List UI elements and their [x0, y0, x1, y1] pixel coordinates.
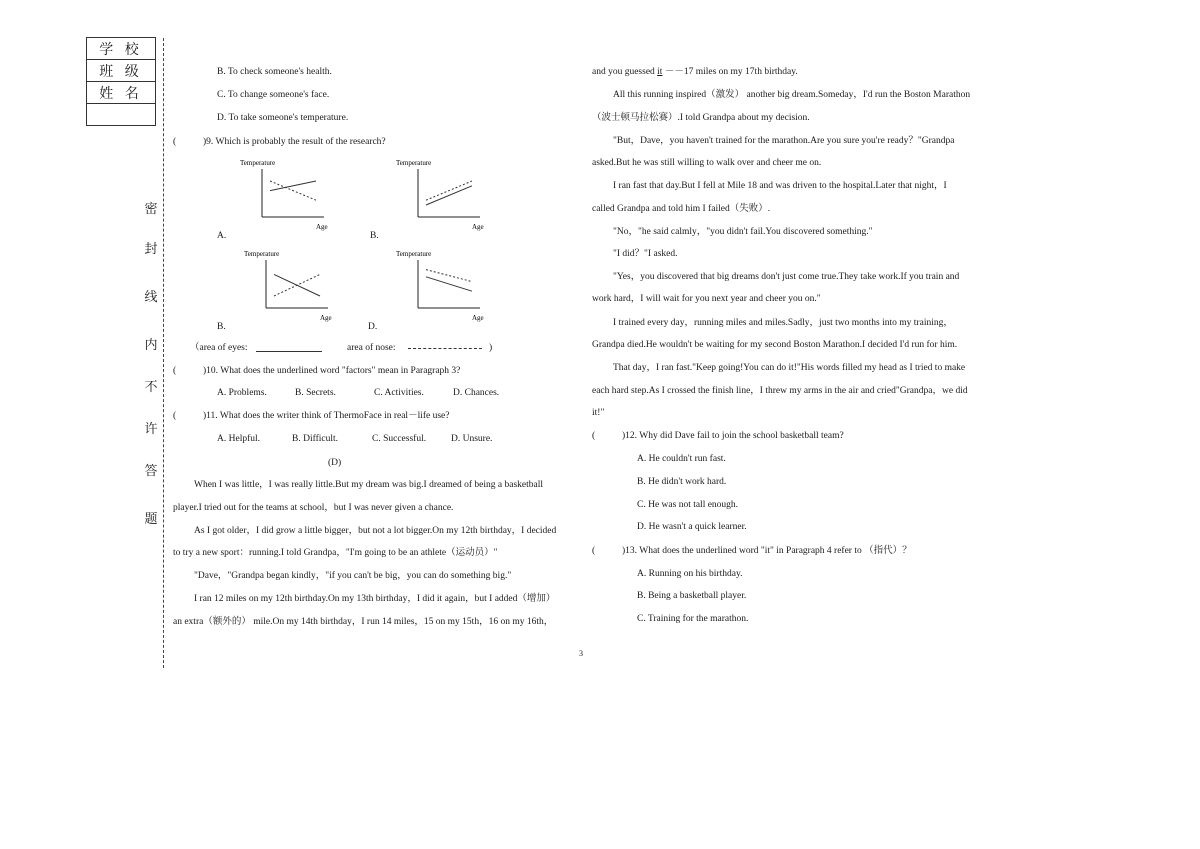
- q13-option: C. Training for the marathon.: [637, 614, 749, 624]
- passage-line: work hard，I will wait for you next year and cheer you on.": [592, 294, 821, 304]
- passage-line: When I was little，I was really little.But my dream was big.I dreamed of being a basketball: [194, 480, 544, 490]
- area-note-close: ): [489, 343, 493, 353]
- area-nose-blank[interactable]: [408, 348, 482, 349]
- class-label: 班 级: [87, 60, 156, 82]
- q12-question: )12. Why did Dave fail to join the school basketball team?: [622, 431, 844, 441]
- q10-answer-paren[interactable]: (: [173, 366, 177, 376]
- series-line-solid: [270, 181, 316, 191]
- underlined-it: it: [657, 67, 663, 77]
- seal-char: 答: [144, 463, 158, 478]
- area-eyes-label: （area of eyes:: [190, 343, 248, 353]
- q9-option-letter: B.: [217, 322, 226, 332]
- page-number: 3: [579, 649, 583, 658]
- passage-line-first: [592, 66, 798, 78]
- passage-line: it!": [592, 408, 605, 418]
- passage-line: I ran 12 miles on my 12th birthday.On my 13th birthday，I did it again，but I added（增加）: [194, 594, 556, 604]
- q12-option: B. He didn't work hard.: [637, 477, 727, 487]
- seal-char: 题: [144, 511, 158, 526]
- passage-line: "But，Dave，you haven't trained for the marathon.Are you sure you're ready？"Grandpa: [613, 136, 955, 146]
- q13-option: B. Being a basketball player.: [637, 591, 747, 601]
- passage-line: an extra（额外的） mile.On my 14th birthday，I run 14 miles，15 on my 15th，16 on my 16th，: [173, 617, 554, 627]
- passage-text: －－17 miles on my 17th birthday.: [664, 67, 798, 77]
- passage-line: I trained every day，running miles and miles.Sadly，just two months into my training，: [613, 318, 953, 328]
- name-label: 姓 名: [87, 82, 156, 104]
- series-line-dashed: [426, 270, 472, 282]
- q10-option: C. Activities.: [374, 388, 424, 398]
- series-line-solid: [426, 277, 472, 291]
- q10-option: D. Chances.: [453, 388, 500, 398]
- passage-line: to try a new sport：running.I told Grandpa，"I'm going to be an athlete（运动员）": [173, 548, 498, 558]
- q9-chart-a: [236, 155, 336, 235]
- q13-answer-paren[interactable]: (: [592, 546, 596, 556]
- q12-option: C. He was not tall enough.: [637, 500, 739, 510]
- seal-char: 线: [144, 289, 158, 304]
- q9-question: )9. Which is probably the result of the research?: [203, 137, 386, 147]
- area-eyes-blank[interactable]: [256, 351, 322, 352]
- q9-option-letter: A.: [217, 231, 227, 241]
- seal-char: 封: [144, 241, 158, 256]
- passage-line: asked.But he was still willing to walk over and cheer me on.: [592, 158, 822, 168]
- y-axis-label: Temperature: [396, 159, 432, 167]
- q9-chart-a-svg: [236, 155, 336, 235]
- q8-option-c: C. To change someone's face.: [217, 90, 330, 100]
- y-axis-label: Temperature: [244, 250, 280, 258]
- series-line-dashed: [426, 181, 472, 200]
- seal-char: 不: [144, 379, 158, 394]
- q9-chart-d-svg: [392, 246, 492, 326]
- q12-answer-paren[interactable]: (: [592, 431, 596, 441]
- passage-line: Grandpa died.He wouldn't be waiting for my second Boston Marathon.I decided I'd run for him.: [592, 340, 958, 350]
- q11-option: B. Difficult.: [292, 434, 339, 444]
- passage-line: each hard step.As I crossed the finish line，I threw my arms in the air and cried"Grandpa，we did: [592, 386, 968, 396]
- seal-char: 内: [144, 337, 158, 352]
- passage-text: and you guessed: [592, 67, 655, 77]
- y-axis-label: Temperature: [240, 159, 276, 167]
- q10-question: )10. What does the underlined word "factors" mean in Paragraph 3?: [203, 366, 461, 376]
- q11-answer-paren[interactable]: (: [173, 411, 177, 421]
- q9-option-letter: D.: [368, 322, 378, 332]
- q9-chart-b: [392, 155, 492, 235]
- student-info-table: [86, 37, 156, 126]
- q13-question: )13. What does the underlined word "it" in Paragraph 4 refer to （指代）？: [622, 546, 912, 556]
- q12-option: A. He couldn't run fast.: [637, 454, 726, 464]
- q9-chart-d: [392, 246, 492, 326]
- passage-line: "No，"he said calmly，"you didn't fail.You discovered something.": [613, 227, 873, 237]
- q8-option-b: B. To check someone's health.: [217, 67, 332, 77]
- x-axis-label: Age: [316, 223, 328, 231]
- area-nose-label: area of nose:: [347, 343, 396, 353]
- seal-char: 密: [144, 201, 158, 216]
- q9-chart-b-svg: [392, 155, 492, 235]
- passage-line: called Grandpa and told him I failed（失败）.: [592, 204, 771, 214]
- q10-option: A. Problems.: [217, 388, 267, 398]
- q9-option-letter: B.: [370, 231, 379, 241]
- x-axis-label: Age: [472, 314, 484, 322]
- passage-line: "Dave，"Grandpa began kindly，"if you can't be big，you can do something big.": [194, 571, 512, 581]
- blank-row: [87, 104, 156, 126]
- passage-line: I ran fast that day.But I fell at Mile 18 and was driven to the hospital.Later that night，I: [613, 181, 947, 191]
- seal-char: 许: [144, 421, 158, 436]
- q9-answer-paren[interactable]: (: [173, 137, 177, 147]
- seal-dashed-line: [163, 38, 164, 668]
- q11-question: )11. What does the writer think of ThermoFace in real－life use?: [203, 411, 450, 421]
- series-line-solid: [426, 186, 472, 205]
- x-axis-label: Age: [472, 223, 484, 231]
- passage-line: player.I tried out for the teams at school，but I was never given a chance.: [173, 503, 454, 513]
- q9-chart-c-svg: [240, 246, 340, 326]
- section-d-label: (D): [328, 458, 342, 468]
- q9-chart-c: [240, 246, 340, 326]
- q11-option: D. Unsure.: [451, 434, 493, 444]
- y-axis-label: Temperature: [396, 250, 432, 258]
- school-label: 学 校: [87, 38, 156, 60]
- q11-option: C. Successful.: [372, 434, 427, 444]
- q12-option: D. He wasn't a quick learner.: [637, 522, 747, 532]
- q11-option: A. Helpful.: [217, 434, 261, 444]
- q13-option: A. Running on his birthday.: [637, 569, 743, 579]
- series-line-dashed: [270, 181, 316, 200]
- passage-line: "I did？"I asked.: [613, 249, 678, 259]
- passage-line: "Yes，you discovered that big dreams don't just come true.They take work.If you train and: [613, 272, 960, 282]
- x-axis-label: Age: [320, 314, 332, 322]
- q10-option: B. Secrets.: [295, 388, 336, 398]
- passage-line: As I got older，I did grow a little bigger，but not a lot bigger.On my 12th birthday，I decided: [194, 526, 557, 536]
- q8-option-d: D. To take someone's temperature.: [217, 113, 349, 123]
- passage-line: All this running inspired（激发） another big dream.Someday，I'd run the Boston Marathon: [613, 90, 971, 100]
- passage-line: （波士顿马拉松赛）.I told Grandpa about my decision.: [592, 113, 810, 123]
- passage-line: That day，I ran fast."Keep going!You can do it!"His words filled my head as I tried to make: [613, 363, 966, 373]
